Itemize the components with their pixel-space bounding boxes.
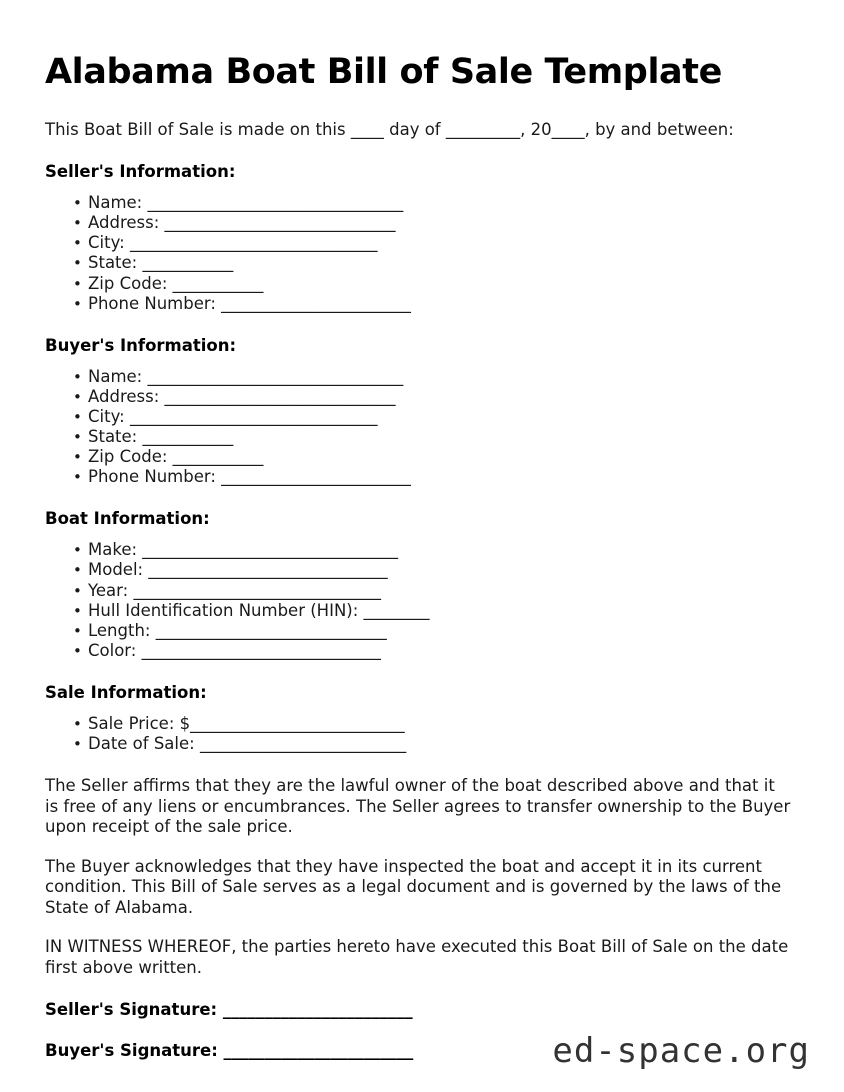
sale-information-heading: Sale Information: <box>45 682 207 702</box>
list-item: • Sale Price: $__________________________ <box>45 714 792 734</box>
site-watermark: ed-space.org <box>552 1031 810 1071</box>
witness-clause-paragraph: IN WITNESS WHEREOF, the parties hereto have executed this Boat Bill of Sale on the date first above written. <box>45 937 789 977</box>
list-item: • State: ___________ <box>45 427 792 447</box>
sale-information-list <box>45 714 792 754</box>
list-item: • Address: ____________________________ <box>45 213 792 233</box>
list-item: • Address: ____________________________ <box>45 387 792 407</box>
seller-information-heading: Seller's Information: <box>45 162 236 182</box>
page-title: Alabama Boat Bill of Sale Template <box>45 52 722 92</box>
boat-information-list <box>45 540 792 661</box>
seller-signature-line: Seller's Signature: _______________________ <box>45 1000 413 1020</box>
buyer-acknowledgement-paragraph: The Buyer acknowledges that they have inspected the boat and accept it in its current condition. This Bill of Sale serves as a legal document and is governed by the laws of the State of Alabama. <box>45 856 782 917</box>
list-item: • Name: _______________________________ <box>45 193 792 213</box>
seller-information-list <box>45 193 792 314</box>
list-item: • Zip Code: ___________ <box>45 274 792 294</box>
list-item: • Zip Code: ___________ <box>45 447 792 467</box>
list-item: • Year: ______________________________ <box>45 581 792 601</box>
buyer-signature-line: Buyer's Signature: _______________________ <box>45 1041 414 1061</box>
list-item: • Phone Number: _______________________ <box>45 294 792 314</box>
list-item: • Name: _______________________________ <box>45 367 792 387</box>
list-item: • City: ______________________________ <box>45 407 792 427</box>
list-item: • Color: _____________________________ <box>45 641 792 661</box>
list-item: • Model: _____________________________ <box>45 560 792 580</box>
buyer-information-heading: Buyer's Information: <box>45 335 237 355</box>
list-item: • Date of Sale: _________________________ <box>45 734 792 754</box>
intro-paragraph: This Boat Bill of Sale is made on this ____ day of _________, 20____, by and between: <box>45 119 734 139</box>
seller-affirmation-paragraph: The Seller affirms that they are the lawful owner of the boat described above and that it is free of any liens or encumbrances. The Seller agrees to transfer ownership to the Buyer upon receipt of the sale price. <box>45 776 791 837</box>
boat-information-heading: Boat Information: <box>45 509 210 529</box>
list-item: • Hull Identification Number (HIN): ________ <box>45 601 792 621</box>
list-item: • City: ______________________________ <box>45 233 792 253</box>
buyer-information-list <box>45 367 792 488</box>
list-item: • Length: ____________________________ <box>45 621 792 641</box>
list-item: • Make: _______________________________ <box>45 540 792 560</box>
list-item: • Phone Number: _______________________ <box>45 467 792 487</box>
list-item: • State: ___________ <box>45 253 792 273</box>
